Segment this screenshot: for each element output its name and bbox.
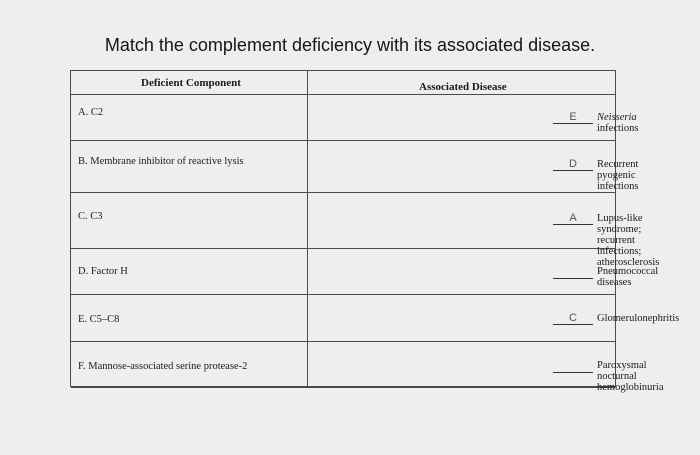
answer-blank[interactable]: E: [553, 111, 593, 124]
component-label: F. Mannose-associated serine protease-2: [78, 361, 248, 372]
component-label: E. C5–C8: [78, 314, 120, 325]
matching-table: [70, 70, 680, 393]
table-row-disease: [308, 141, 639, 193]
header-associated-disease: Associated Disease: [308, 71, 615, 95]
table-row-disease: [308, 193, 660, 268]
component-label: C. C3: [78, 211, 103, 222]
disease-label: Recurrent pyogenic infections: [597, 159, 639, 192]
table-row-component: [71, 342, 308, 388]
header-deficient-component: Deficient Component: [71, 71, 308, 95]
disease-label: Paroxysmal nocturnal hemoglobinuria: [597, 360, 664, 393]
component-label: B. Membrane inhibitor of reactive lysis: [78, 156, 244, 167]
table-row-component: [71, 95, 308, 141]
page-title: Match the complement deficiency with its associated disease.: [104, 35, 596, 55]
answer-blank[interactable]: C: [553, 312, 593, 325]
table-row-component: [71, 193, 308, 249]
table-row-component: [71, 295, 308, 342]
disease-label: Glomerulonephritis: [597, 313, 680, 324]
table-row-disease: [308, 95, 639, 141]
disease-label: Pneumococcal diseases: [597, 266, 659, 288]
component-label: D. Factor H: [78, 266, 128, 277]
table-row-disease: [308, 342, 664, 393]
table-row-disease: [308, 295, 680, 342]
answer-blank[interactable]: [553, 360, 593, 373]
disease-label: Neisseria infections: [597, 112, 639, 134]
table-row-component: [71, 141, 308, 193]
answer-blank[interactable]: [553, 266, 593, 279]
table-row-component: [71, 249, 308, 295]
component-label: A. C2: [78, 107, 104, 118]
answer-blank[interactable]: D: [553, 158, 593, 171]
answer-blank[interactable]: A: [553, 212, 593, 225]
table-row-disease: [308, 249, 659, 295]
disease-label: Lupus-like syndrome; recurrent infections; atherosclerosis: [597, 213, 660, 268]
